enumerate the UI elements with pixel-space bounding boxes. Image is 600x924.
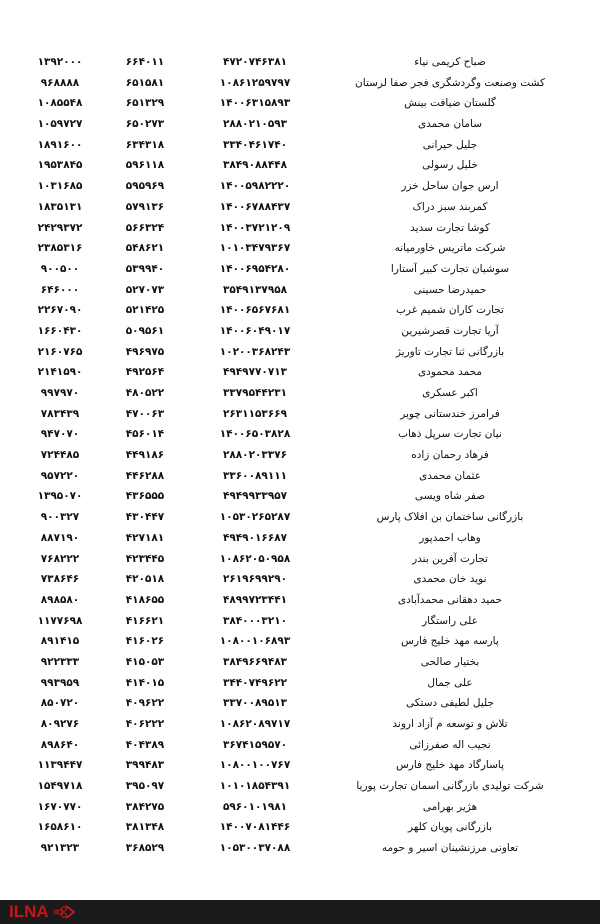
value-b-cell: ۸۰۹۲۷۶ — [40, 718, 80, 730]
table-row — [0, 735, 600, 756]
company-name-cell: گلستان ضیافت بینش — [404, 97, 496, 110]
national-id-cell: ۱۰۸۶۲۰۸۹۷۱۷ — [219, 718, 291, 730]
table-row — [0, 218, 600, 239]
value-b-cell: ۱۶۶۰۴۳۰ — [37, 324, 83, 337]
national-id-cell: ۱۰۲۰۰۳۶۸۲۴۳ — [219, 345, 291, 358]
value-b-cell: ۱۱۷۷۶۹۸ — [37, 614, 83, 627]
value-b-cell: ۸۵۰۷۲۰ — [40, 697, 80, 710]
value-b-cell: ۱۶۷۰۷۷۰ — [37, 800, 83, 813]
table-row — [0, 569, 600, 590]
table-row — [0, 383, 600, 404]
company-name-cell: بختیار صالحی — [420, 655, 480, 668]
national-id-cell: ۴۹۴۹۷۷۰۷۱۳ — [222, 366, 288, 379]
value-b-cell: ۲۲۶۷۰۹۰ — [37, 304, 83, 317]
value-b-cell: ۱۸۳۵۱۳۱ — [37, 200, 83, 213]
national-id-cell: ۳۸۴۰۰۰۳۲۱۰ — [222, 614, 288, 627]
national-id-cell: ۱۰۱۰۱۸۵۴۳۹۱ — [219, 780, 291, 793]
company-name-cell: صفر شاه ویسی — [414, 490, 486, 503]
company-name-cell: حمید دهقانی محمدآبادی — [397, 593, 503, 606]
value-b-cell: ۷۸۳۴۳۹ — [40, 407, 80, 420]
national-id-cell: ۳۳۴۰۴۶۱۷۴۰ — [222, 138, 288, 151]
value-a-cell: ۴۳۶۵۵۵ — [125, 490, 165, 503]
national-id-cell: ۱۰۸۰۰۱۰۶۸۹۳ — [219, 635, 291, 648]
company-name-cell: علی جمال — [427, 676, 473, 689]
table-row — [0, 652, 600, 673]
value-a-cell: ۴۹۲۵۶۴ — [125, 366, 165, 379]
national-id-cell: ۱۴۰۰۶۳۱۵۸۹۳ — [219, 97, 291, 110]
value-b-cell: ۱۹۵۳۸۴۵ — [37, 159, 83, 172]
national-id-cell: ۱۴۰۰۷۰۸۱۴۴۶ — [219, 821, 291, 834]
company-name-cell: ارس جوان ساحل خزر — [401, 180, 499, 193]
footer-bar — [0, 900, 600, 924]
company-name-cell: آریا تجارت قصرشیرین — [401, 324, 499, 337]
company-name-cell: کوشا تجارت سدید — [410, 221, 490, 234]
table-row — [0, 755, 600, 776]
company-name-cell: نجیب اله صفرزائی — [409, 738, 491, 751]
table-row — [0, 197, 600, 218]
value-b-cell: ۹۲۲۳۳۳ — [40, 655, 80, 668]
company-name-cell: تجارت آفرین بندر — [412, 552, 488, 565]
table-row — [0, 73, 600, 94]
national-id-cell: ۲۸۸۰۲۱۰۵۹۳ — [222, 118, 288, 131]
company-name-cell: جلیل لطیفی دستکی — [406, 697, 494, 710]
value-a-cell: ۵۲۷۰۷۳ — [125, 283, 165, 296]
national-id-cell: ۱۴۰۰۶۹۵۴۲۸۰ — [219, 262, 291, 275]
value-a-cell: ۵۰۹۵۶۱ — [125, 324, 165, 337]
table-row — [0, 631, 600, 652]
national-id-cell: ۵۹۶۰۱۰۱۹۸۱ — [222, 800, 288, 813]
table-row — [0, 404, 600, 425]
table-row — [0, 838, 600, 859]
value-a-cell: ۴۳۰۴۴۷ — [125, 511, 165, 524]
table-row — [0, 155, 600, 176]
value-b-cell: ۹۹۳۹۵۹ — [40, 676, 80, 689]
table-row — [0, 486, 600, 507]
logo-text: ILNA — [9, 902, 49, 921]
company-name-cell: بازرگانی ثنا تجارت تاوریژ — [395, 345, 505, 358]
value-a-cell: ۳۶۸۵۲۹ — [125, 842, 165, 855]
value-b-cell: ۱۰۳۱۶۸۵ — [37, 180, 83, 193]
national-id-cell: ۳۶۷۴۱۵۹۵۷۰ — [222, 738, 288, 751]
national-id-cell: ۴۸۹۹۷۲۳۴۴۱ — [222, 593, 288, 606]
table-row — [0, 611, 600, 632]
national-id-cell: ۳۵۴۹۱۳۷۹۵۸ — [222, 283, 288, 296]
table-row — [0, 673, 600, 694]
value-a-cell: ۴۱۶۰۲۶ — [125, 635, 165, 648]
company-name-cell: بازرگانی پویان کلهر — [407, 821, 493, 834]
value-a-cell: ۵۳۹۹۴۰ — [125, 262, 165, 275]
company-name-cell: کمربند سبز دراک — [412, 200, 488, 213]
table-row — [0, 507, 600, 528]
national-id-cell: ۱۴۰۰۶۷۸۸۴۳۷ — [219, 200, 291, 213]
value-a-cell: ۴۸۰۵۲۲ — [125, 387, 165, 399]
national-id-cell: ۱۰۵۳۰۲۶۵۲۸۷ — [219, 511, 291, 524]
value-a-cell: ۶۵۱۳۲۹ — [125, 97, 165, 110]
value-b-cell: ۸۹۸۶۴۰ — [40, 738, 80, 751]
table-row — [0, 776, 600, 797]
value-a-cell: ۴۷۰۰۶۳ — [125, 407, 165, 420]
value-b-cell: ۱۸۹۱۶۰۰ — [37, 138, 83, 151]
value-b-cell: ۷۶۸۲۲۲ — [40, 552, 80, 565]
table-row — [0, 466, 600, 487]
national-id-cell: ۱۰۱۰۳۴۷۹۳۶۷ — [219, 242, 291, 255]
national-id-cell: ۳۳۷۹۵۴۴۲۳۱ — [222, 387, 288, 399]
national-id-cell: ۱۴۰۰۵۹۸۲۲۲۰ — [219, 180, 291, 193]
national-id-cell: ۴۹۴۹۰۱۶۶۸۷ — [222, 531, 288, 544]
value-b-cell: ۹۴۷۰۷۰ — [40, 428, 80, 441]
table-row — [0, 445, 600, 466]
value-b-cell: ۹۰۰۵۰۰ — [40, 262, 80, 275]
company-name-cell: پارسه مهد خلیج فارس — [401, 635, 499, 648]
value-b-cell: ۹۵۷۲۲۰ — [40, 469, 80, 482]
table-row — [0, 259, 600, 280]
value-b-cell: ۲۴۲۹۳۷۲ — [37, 221, 83, 234]
value-b-cell: ۱۰۵۹۷۲۷ — [37, 118, 83, 131]
national-id-cell: ۱۴۰۰۶۰۴۹۰۱۷ — [219, 324, 291, 337]
value-b-cell: ۹۰۰۳۲۷ — [40, 511, 80, 524]
table-row — [0, 280, 600, 301]
company-name-cell: نیان تجارت سرپل ذهاب — [398, 428, 502, 441]
national-id-cell: ۱۰۸۶۱۲۵۹۷۹۷ — [219, 76, 291, 89]
value-a-cell: ۴۰۹۶۲۲ — [125, 697, 165, 710]
company-name-cell: جلیل حیرانی — [422, 138, 478, 151]
value-b-cell: ۱۵۴۹۷۱۸ — [37, 780, 83, 793]
table-row — [0, 176, 600, 197]
company-name-cell: اکبر عسکری — [422, 387, 478, 399]
value-b-cell: ۷۲۴۴۸۵ — [40, 449, 80, 462]
company-name-cell: کشت وصنعت وگردشگری فجر صفا لرستان — [355, 76, 545, 89]
value-b-cell: ۷۳۸۶۴۶ — [40, 573, 80, 586]
national-id-cell: ۳۸۴۹۰۸۸۴۴۸ — [222, 159, 288, 172]
value-a-cell: ۴۲۳۴۴۵ — [125, 552, 165, 565]
national-id-cell: ۱۴۰۰۳۷۲۱۲۰۹ — [219, 221, 291, 234]
value-a-cell: ۴۰۶۲۲۲ — [125, 718, 165, 730]
value-a-cell: ۵۹۵۹۶۹ — [125, 180, 165, 193]
company-name-cell: تعاونی مرزنشینان اسیر و حومه — [381, 842, 519, 855]
value-b-cell: ۹۲۱۳۲۳ — [40, 842, 80, 855]
table-row — [0, 424, 600, 445]
company-name-cell: شرکت تولیدی بازرگانی اسمان تجارت پوریا — [356, 780, 544, 793]
value-a-cell: ۴۱۸۶۵۵ — [125, 593, 165, 606]
table-row — [0, 52, 600, 73]
value-b-cell: ۲۱۴۱۵۹۰ — [37, 366, 83, 379]
value-a-cell: ۴۹۶۹۷۵ — [125, 345, 165, 358]
company-name-cell: محمد محمودی — [417, 366, 483, 379]
table-row — [0, 300, 600, 321]
table-row — [0, 238, 600, 259]
national-id-cell: ۳۳۶۰۰۸۹۱۱۱ — [222, 469, 288, 482]
table-row — [0, 549, 600, 570]
value-b-cell: ۱۰۸۵۵۴۸ — [37, 97, 83, 110]
national-id-cell: ۲۶۳۱۱۵۳۶۶۹ — [222, 407, 288, 420]
company-name-cell: وهاب احمدپور — [419, 531, 481, 544]
national-id-cell: ۱۰۵۳۰۰۳۷۰۸۸ — [219, 842, 291, 855]
value-a-cell: ۳۸۱۳۴۸ — [125, 821, 165, 834]
table-row — [0, 362, 600, 383]
value-a-cell: ۶۳۴۳۱۸ — [125, 138, 165, 151]
national-id-cell: ۳۳۷۰۰۸۹۵۱۳ — [222, 697, 288, 710]
company-name-cell: شرکت ماتریس خاورمیانه — [394, 242, 506, 255]
value-a-cell: ۳۸۴۲۷۵ — [125, 800, 165, 813]
value-a-cell: ۴۰۴۳۸۹ — [125, 738, 165, 751]
value-a-cell: ۵۷۹۱۳۶ — [125, 200, 165, 213]
value-b-cell: ۲۱۶۰۷۶۵ — [37, 345, 83, 358]
value-a-cell: ۴۱۶۶۲۱ — [125, 614, 165, 627]
national-id-cell: ۳۸۴۹۶۶۹۴۸۳ — [222, 655, 288, 668]
national-id-cell: ۲۸۸۰۲۰۳۳۷۶ — [222, 449, 288, 462]
value-a-cell: ۵۹۶۱۱۸ — [125, 159, 165, 172]
table-row — [0, 528, 600, 549]
value-a-cell: ۴۲۰۵۱۸ — [125, 573, 165, 586]
value-a-cell: ۶۵۰۲۷۳ — [125, 118, 165, 131]
value-a-cell: ۴۴۹۱۸۶ — [125, 449, 165, 462]
company-name-cell: عثمان محمدی — [419, 469, 481, 482]
value-b-cell: ۸۹۱۴۱۵ — [40, 635, 80, 648]
company-name-cell: خلیل رسولی — [422, 159, 478, 172]
table-row — [0, 590, 600, 611]
table-row — [0, 321, 600, 342]
value-a-cell: ۶۶۴۰۱۱ — [125, 56, 165, 68]
company-name-cell: فرامرز خندستانی چوبر — [400, 407, 500, 420]
company-name-cell: تلاش و توسعه م آزاد اروند — [392, 718, 508, 730]
national-id-cell: ۱۴۰۰۶۵۰۳۸۲۸ — [219, 428, 291, 441]
value-a-cell: ۳۹۹۴۸۳ — [125, 759, 165, 772]
value-b-cell: ۸۸۷۱۹۰ — [40, 531, 80, 544]
table-row — [0, 797, 600, 818]
national-id-cell: ۳۴۴۰۷۴۹۶۲۲ — [222, 676, 288, 689]
company-name-cell: حمیدرضا حسینی — [413, 283, 487, 296]
national-id-cell: ۱۰۸۰۰۱۰۰۷۶۷ — [219, 759, 291, 772]
company-name-cell: نوید خان محمدی — [413, 573, 487, 586]
table-row — [0, 135, 600, 156]
company-name-cell: بازرگانی ساختمان بن افلاک پارس — [376, 511, 524, 524]
value-b-cell: ۹۹۷۹۷۰ — [40, 387, 80, 399]
play-arrow-dots-icon — [53, 904, 75, 920]
table-row — [0, 114, 600, 135]
value-b-cell: ۱۱۳۹۴۴۷ — [37, 759, 83, 772]
value-b-cell: ۱۳۹۲۰۰۰ — [37, 56, 83, 68]
company-name-cell: فرهاد رحمان زاده — [411, 449, 489, 462]
table-row — [0, 693, 600, 714]
table-row — [0, 714, 600, 735]
value-a-cell: ۴۵۶۰۱۴ — [125, 428, 165, 441]
company-name-cell: هژیر بهرامی — [422, 800, 478, 813]
table-row — [0, 817, 600, 838]
company-name-cell: علی راستگار — [422, 614, 478, 627]
value-a-cell: ۵۲۱۴۲۵ — [125, 304, 165, 317]
value-b-cell: ۱۳۹۵۰۷۰ — [37, 490, 83, 503]
table-row — [0, 342, 600, 363]
data-table — [0, 52, 600, 859]
value-a-cell: ۴۱۴۰۱۵ — [125, 676, 165, 689]
value-a-cell: ۵۶۶۳۲۴ — [125, 221, 165, 234]
national-id-cell: ۱۴۰۰۶۵۶۷۶۸۱ — [219, 304, 291, 317]
national-id-cell: ۴۷۲۰۷۴۶۳۸۱ — [222, 56, 288, 68]
company-name-cell: صباح کریمی نیاء — [414, 56, 486, 68]
table-row — [0, 93, 600, 114]
national-id-cell: ۲۶۱۹۶۹۹۲۹۰ — [222, 573, 288, 586]
value-a-cell: ۳۹۵۰۹۷ — [125, 780, 165, 793]
ilna-logo — [9, 903, 75, 921]
value-a-cell: ۴۲۷۱۸۱ — [125, 531, 165, 544]
value-b-cell: ۲۳۸۵۳۱۶ — [37, 242, 83, 255]
value-a-cell: ۴۱۵۰۵۳ — [125, 655, 165, 668]
value-a-cell: ۶۵۱۵۸۱ — [125, 76, 165, 89]
value-b-cell: ۹۶۸۸۸۸ — [40, 76, 80, 89]
value-b-cell: ۸۹۸۵۸۰ — [40, 593, 80, 606]
value-b-cell: ۶۴۶۰۰۰ — [40, 283, 80, 296]
value-a-cell: ۴۴۶۲۸۸ — [125, 469, 165, 482]
national-id-cell: ۱۰۸۶۲۰۵۰۹۵۸ — [219, 552, 291, 565]
value-b-cell: ۱۶۵۸۶۱۰ — [37, 821, 83, 834]
value-a-cell: ۵۴۸۶۲۱ — [125, 242, 165, 255]
company-name-cell: تجارت کاران شمیم غرب — [396, 304, 504, 317]
company-name-cell: پاسارگاد مهد خلیج فارس — [395, 759, 505, 772]
national-id-cell: ۴۹۴۹۹۳۳۹۵۷ — [222, 490, 288, 503]
company-name-cell: سوشیان تجارت کبیر آستارا — [390, 262, 510, 275]
company-name-cell: سامان محمدی — [417, 118, 483, 131]
